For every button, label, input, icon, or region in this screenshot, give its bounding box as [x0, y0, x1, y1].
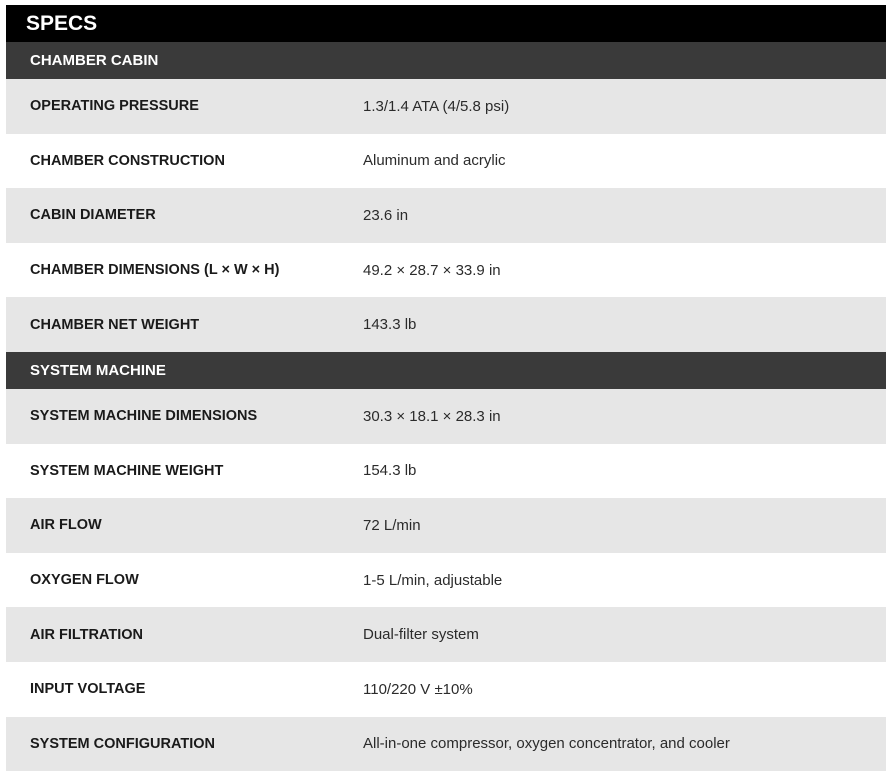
spec-value: 30.3 × 18.1 × 28.3 in	[363, 407, 501, 425]
spec-row-system-configuration	[6, 717, 886, 772]
spec-label: OXYGEN FLOW	[30, 572, 139, 589]
spec-value: Dual-filter system	[363, 626, 479, 644]
spec-row-cabin-diameter	[6, 188, 886, 243]
spec-label: OPERATING PRESSURE	[30, 98, 199, 115]
spec-value: 72 L/min	[363, 516, 421, 534]
spec-value: 1.3/1.4 ATA (4/5.8 psi)	[363, 97, 510, 115]
section-header-chamber-cabin: CHAMBER CABIN	[6, 42, 886, 79]
spec-row-air-flow	[6, 498, 886, 553]
spec-value: Aluminum and acrylic	[363, 152, 506, 170]
spec-label: CABIN DIAMETER	[30, 207, 156, 224]
spec-row-operating-pressure	[6, 79, 886, 134]
spec-label: SYSTEM CONFIGURATION	[30, 735, 216, 752]
spec-row-input-voltage	[6, 662, 886, 717]
spec-value: 154.3 lb	[363, 462, 417, 480]
specs-table	[6, 5, 886, 771]
spec-label: CHAMBER NET WEIGHT	[30, 316, 200, 333]
spec-value: 110/220 V ±10%	[363, 680, 473, 698]
spec-label: AIR FLOW	[30, 517, 102, 534]
spec-label: CHAMBER DIMENSIONS (L × W × H)	[30, 262, 280, 279]
spec-value: 23.6 in	[363, 206, 409, 224]
spec-row-oxygen-flow	[6, 553, 886, 608]
spec-label: SYSTEM MACHINE WEIGHT	[30, 462, 224, 479]
specs-title: SPECS	[6, 5, 886, 42]
spec-value: 49.2 × 28.7 × 33.9 in	[363, 261, 501, 279]
spec-value: All-in-one compressor, oxygen concentrator, and cooler	[363, 735, 730, 753]
spec-value: 143.3 lb	[363, 316, 417, 334]
spec-value: 1-5 L/min, adjustable	[363, 571, 503, 589]
spec-row-chamber-construction	[6, 134, 886, 189]
spec-row-air-filtration	[6, 607, 886, 662]
spec-row-chamber-dimensions	[6, 243, 886, 298]
spec-row-chamber-net-weight	[6, 297, 886, 352]
spec-row-system-machine-dimensions	[6, 389, 886, 444]
spec-row-system-machine-weight	[6, 444, 886, 499]
spec-label: SYSTEM MACHINE DIMENSIONS	[30, 408, 258, 425]
spec-label: AIR FILTRATION	[30, 626, 144, 643]
section-header-system-machine: SYSTEM MACHINE	[6, 352, 886, 389]
spec-label: INPUT VOLTAGE	[30, 681, 146, 698]
spec-label: CHAMBER CONSTRUCTION	[30, 152, 225, 169]
